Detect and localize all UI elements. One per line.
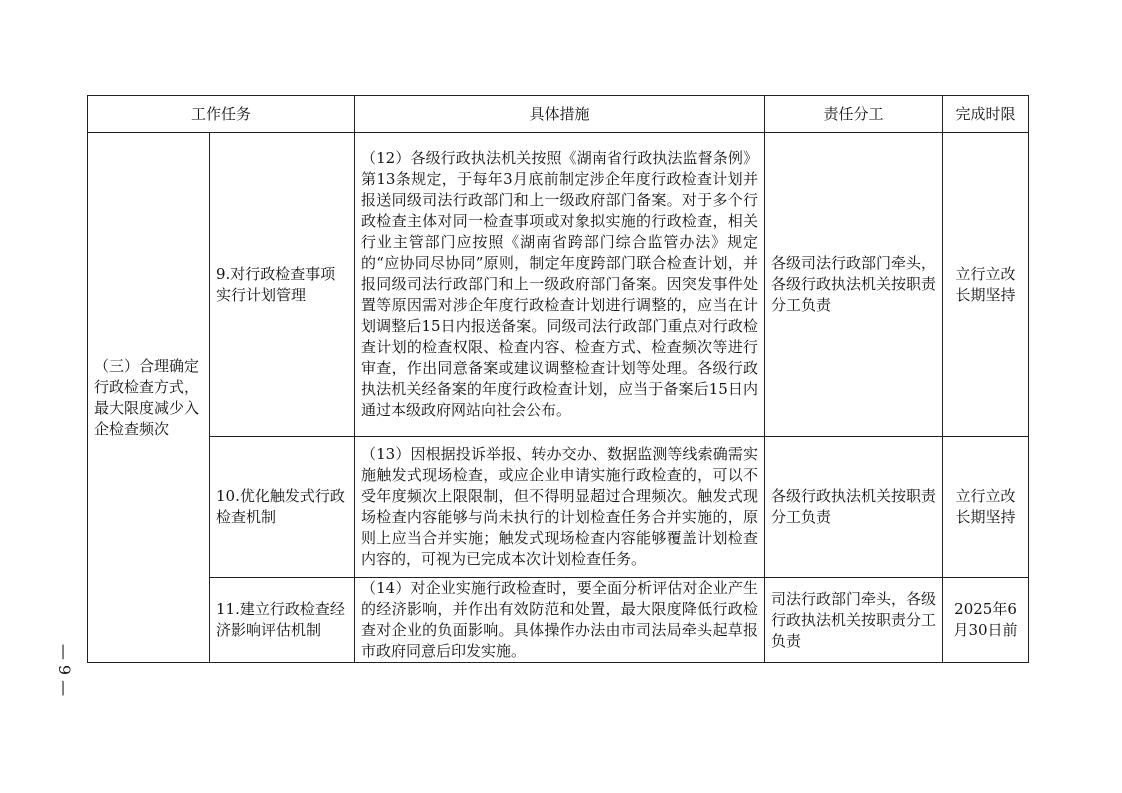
- page-number: — 9 —: [55, 643, 75, 697]
- header-task: 工作任务: [88, 96, 355, 133]
- table-row: [88, 133, 1029, 437]
- responsibility-cell: 各级行政执法机关按职责分工负责: [765, 437, 943, 578]
- measure-cell: （14）对企业实施行政检查时，要全面分析评估对企业产生的经济影响，并作出有效防范和处置，最大限度降低行政检查对企业的负面影响。具体操作办法由市司法局牵头起草报市政府同意后印发实施。: [355, 578, 765, 663]
- group-label: （三）合理确定行政检查方式，最大限度减少入企检查频次: [88, 133, 210, 663]
- task-cell: 11.建立行政检查经济影响评估机制: [210, 578, 355, 663]
- header-deadline: 完成时限: [943, 96, 1029, 133]
- deadline-cell: 立行立改长期坚持: [943, 437, 1029, 578]
- table-row: [88, 437, 1029, 578]
- header-responsibility: 责任分工: [765, 96, 943, 133]
- table-header-row: [88, 96, 1029, 133]
- task-cell: 10.优化触发式行政检查机制: [210, 437, 355, 578]
- responsibility-cell: 各级司法行政部门牵头，各级行政执法机关按职责分工负责: [765, 133, 943, 437]
- task-cell: 9.对行政检查事项实行计划管理: [210, 133, 355, 437]
- header-measures: 具体措施: [355, 96, 765, 133]
- responsibility-cell: 司法行政部门牵头，各级行政执法机关按职责分工负责: [765, 578, 943, 663]
- measure-cell: （12）各级行政执法机关按照《湖南省行政执法监督条例》第13条规定，于每年3月底前制定涉企年度行政检查计划并报送同级司法行政部门和上一级政府部门备案。对于多个行政检查主体对同一检查事项或对象拟实施的行政检查，相关行业主管部门应按照《湖南省跨部门综合监管办法》规定的“应协同尽协同”原则，制定年度跨部门联合检查计划，并报同级司法行政部门和上一级政府部门备案。因突发事件处置等原因需对涉企年度行政检查计划进行调整的，应当在计划调整后15日内报送备案。同级司法行政部门重点对行政检查计划的检查权限、检查内容、检查方式、检查频次等进行审查，作出同意备案或建议调整检查计划等处理。各级行政执法机关经备案的年度行政检查计划，应当于备案后15日内通过本级政府网站向社会公布。: [355, 133, 765, 437]
- deadline-cell: 2025年6月30日前: [943, 578, 1029, 663]
- table-row: [88, 578, 1029, 663]
- measure-cell: （13）因根据投诉举报、转办交办、数据监测等线索确需实施触发式现场检查，或应企业申请实施行政检查的，可以不受年度频次上限限制，但不得明显超过合理频次。触发式现场检查内容能够与尚未执行的计划检查任务合并实施的，原则上应当合并实施；触发式现场检查内容能够覆盖计划检查内容的，可视为已完成本次计划检查任务。: [355, 437, 765, 578]
- deadline-cell: 立行立改长期坚持: [943, 133, 1029, 437]
- task-table: [87, 95, 1029, 663]
